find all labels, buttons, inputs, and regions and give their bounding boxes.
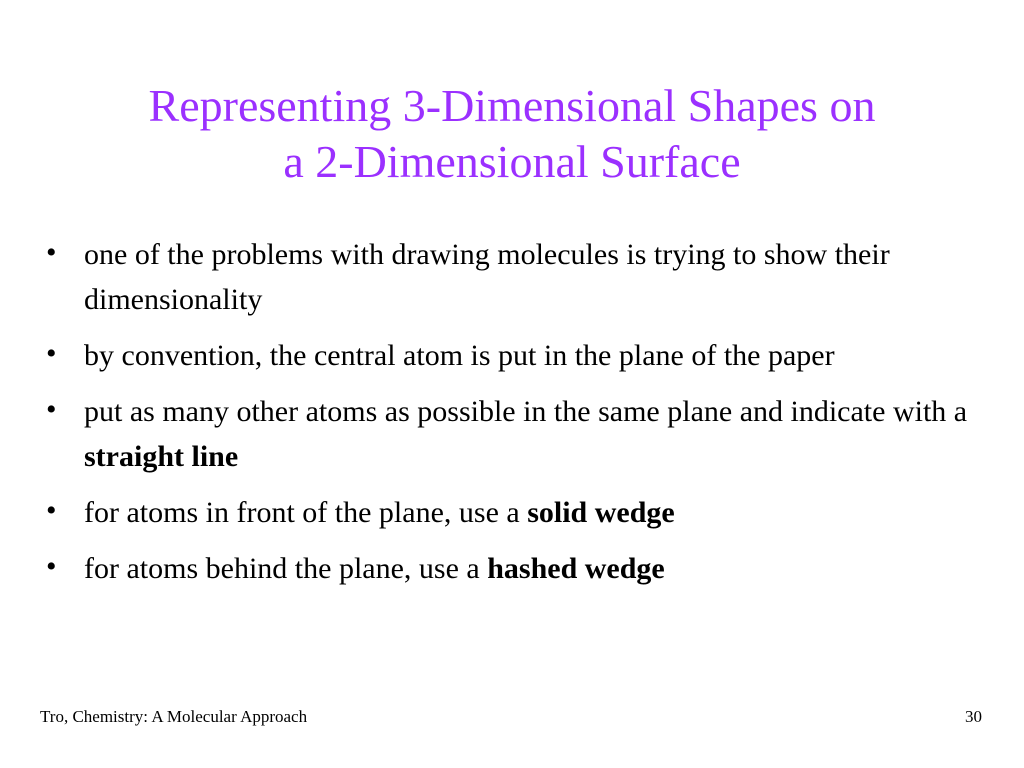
footer-source: Tro, Chemistry: A Molecular Approach <box>40 707 308 726</box>
slide-title-line-2: a 2-Dimensional Surface <box>283 136 741 187</box>
bullet-list <box>42 232 972 602</box>
bullet-text: one of the problems with drawing molecules is trying to show their dimensionality <box>84 238 890 316</box>
bullet-item-4 <box>42 490 972 535</box>
bullet-item-2 <box>42 333 972 378</box>
bullet-item-3 <box>42 389 972 479</box>
bullet-text-bold: solid wedge <box>527 496 675 529</box>
slide-title-line-1: Representing 3-Dimensional Shapes on <box>148 80 876 131</box>
bullet-dot-icon: • <box>46 550 57 583</box>
bullet-text-bold: hashed wedge <box>487 552 665 585</box>
slide-title <box>40 78 984 190</box>
bullet-item-1 <box>42 232 972 322</box>
bullet-text <box>84 496 675 529</box>
bullet-dot-icon: • <box>46 236 57 269</box>
bullet-dot-icon: • <box>46 337 57 370</box>
bullet-dot-icon: • <box>46 494 57 527</box>
bullet-dot-icon: • <box>46 393 57 426</box>
bullet-text: by convention, the central atom is put in the plane of the paper <box>84 339 835 372</box>
bullet-text-bold: straight line <box>84 440 239 473</box>
bullet-text-plain: put as many other atoms as possible in the same plane and indicate with a <box>84 395 968 428</box>
bullet-text <box>84 395 967 473</box>
bullet-item-5 <box>42 546 972 591</box>
page-number: 30 <box>965 707 982 726</box>
bullet-text-plain: for atoms in front of the plane, use a <box>84 496 528 529</box>
bullet-text <box>84 552 665 585</box>
bullet-text-plain: for atoms behind the plane, use a <box>84 552 488 585</box>
